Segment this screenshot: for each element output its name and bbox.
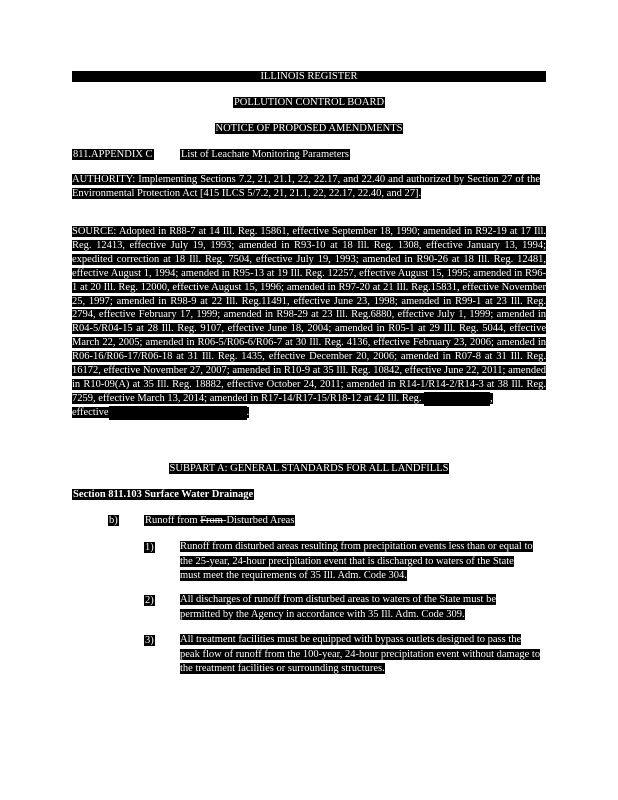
authority-note: [72, 173, 540, 201]
item-body: All treatment facilities must be equipped with bypass outlets designed to pass the peak flow of runoff from the 100-year, 24-hour precipitation event without damage to the treatment facilities or surrounding structures.: [180, 634, 541, 675]
agency-title-text: POLLUTION CONTROL BOARD: [233, 97, 385, 108]
source-tail-period: .: [246, 406, 250, 418]
subsection-letter-text: b): [109, 515, 118, 526]
subsection-title: [144, 514, 295, 527]
appendix-label-text: 811.APPENDIX C: [73, 149, 153, 160]
item-number: [144, 594, 155, 607]
appendix-title: [180, 148, 350, 161]
struck-text: From: [200, 515, 223, 526]
item-number-text: 1): [145, 542, 154, 553]
source-text: [72, 226, 546, 418]
subpart-heading-text: SUBPART A: GENERAL STANDARDS FOR ALL LANDFILLS: [169, 463, 449, 474]
item-number-text: 3): [145, 635, 154, 646]
item-text: [180, 633, 542, 677]
item-text: [180, 540, 536, 584]
subsection-title-prefix: Runoff from: [145, 515, 201, 526]
source-tail-effective: effective: [72, 406, 109, 418]
authority-text: AUTHORITY: Implementing Sections 7.2, 21, 21.1, 22, 22.17, and 22.40 and authorized by Section 27 of the Environmental Protection Act [415 ILCS 5/7.2, 21, 21.1, 22, 22.17, 22.40, and 27].: [72, 174, 540, 199]
item-body: Runoff from disturbed areas resulting from precipitation events less than or equal to the 25-year, 24-hour precipitation event that is discharged to waters of the State must meet the requirements of 35 Ill. Adm. Code 304.: [180, 541, 533, 582]
subpart-heading: [0, 462, 618, 475]
appendix-title-text: List of Leachate Monitoring Parameters: [181, 149, 349, 160]
agency-title: [0, 96, 618, 109]
register-title: [0, 70, 618, 83]
subsection-title-suffix: -Disturbed Areas: [222, 515, 295, 526]
subsection-letter: [108, 514, 119, 527]
item-number: [144, 634, 155, 647]
item-body: All discharges of runoff from disturbed areas to waters of the State must be permitted by the Agency in accordance with 35 Ill. Adm. Code 309.: [180, 594, 496, 620]
item-number-text: 2): [145, 595, 154, 606]
item-text: [180, 593, 536, 622]
notice-title: [0, 122, 618, 135]
item-number: [144, 541, 155, 554]
notice-title-text: NOTICE OF PROPOSED AMENDMENTS: [215, 123, 403, 134]
source-tail-comma: ,: [490, 392, 493, 404]
subsection-title-text: [144, 515, 295, 526]
appendix-label: [72, 148, 154, 161]
section-heading-text: Section 811.103 Surface Water Drainage: [73, 489, 254, 500]
source-note: [72, 225, 546, 420]
register-title-text: ILLINOIS REGISTER: [260, 71, 358, 82]
section-heading: [72, 488, 254, 501]
source-history: SOURCE: Adopted in R88-7 at 14 Ill. Reg. 15861, effective September 18, 1990; amended in R92-19 at 17 Ill. Reg. 12413, effective July 19, 1993; amended in R93-10 at 18 Ill. Reg. 1308, effective January 13, 1994; expedited correction at 18 Ill. Reg. 7504, effective July 19, 1993; amended in R90-26 at 18 Ill. Reg. 12481, effective August 1, 1994; amended in R95-13 at 19 Ill. Reg. 12257, effective August 15, 1995; amended in R96-1 at 20 Ill. Reg. 12000, effective August 15, 1996; amended in R97-20 at 21 Ill. Reg.15831, effective November 25, 1997; amended in R98-9 at 22 Ill. Reg.11491, effective June 23, 1998; amended in R99-1 at 23 Ill. Reg. 2794, effective February 17, 1999; amended in R98-29 at 23 Ill. Reg.6880, effective July 1, 1999; amended in R04-5/R04-15 at 28 Ill. Reg. 9107, effective June 18, 2004; amended in R05-1 at 29 Ill. Reg. 5044, effective March 22, 2005; amended in R06-5/R06-6/R06-7 at 30 Ill. Reg. 4136, effective February 23, 2006; amended in R06-16/R06-17/R06-18 at 31 Ill. Reg. 1435, effective December 20, 2006; amended in R07-8 at 31 Ill. Reg. 16172, effective November 27, 2007; amended in R10-9 at 35 Ill. Reg. 10842, effective June 22, 2011; amended in R10-09(A) at 35 Ill. Reg. 18882, effective October 24, 2011; amended in R14-1/R14-2/R14-3 at 38 Ill. Reg. 7259, effective March 13, 2014; amended in R17-14/R17-15/R18-12 at 42 Ill. Reg.: [72, 226, 546, 404]
